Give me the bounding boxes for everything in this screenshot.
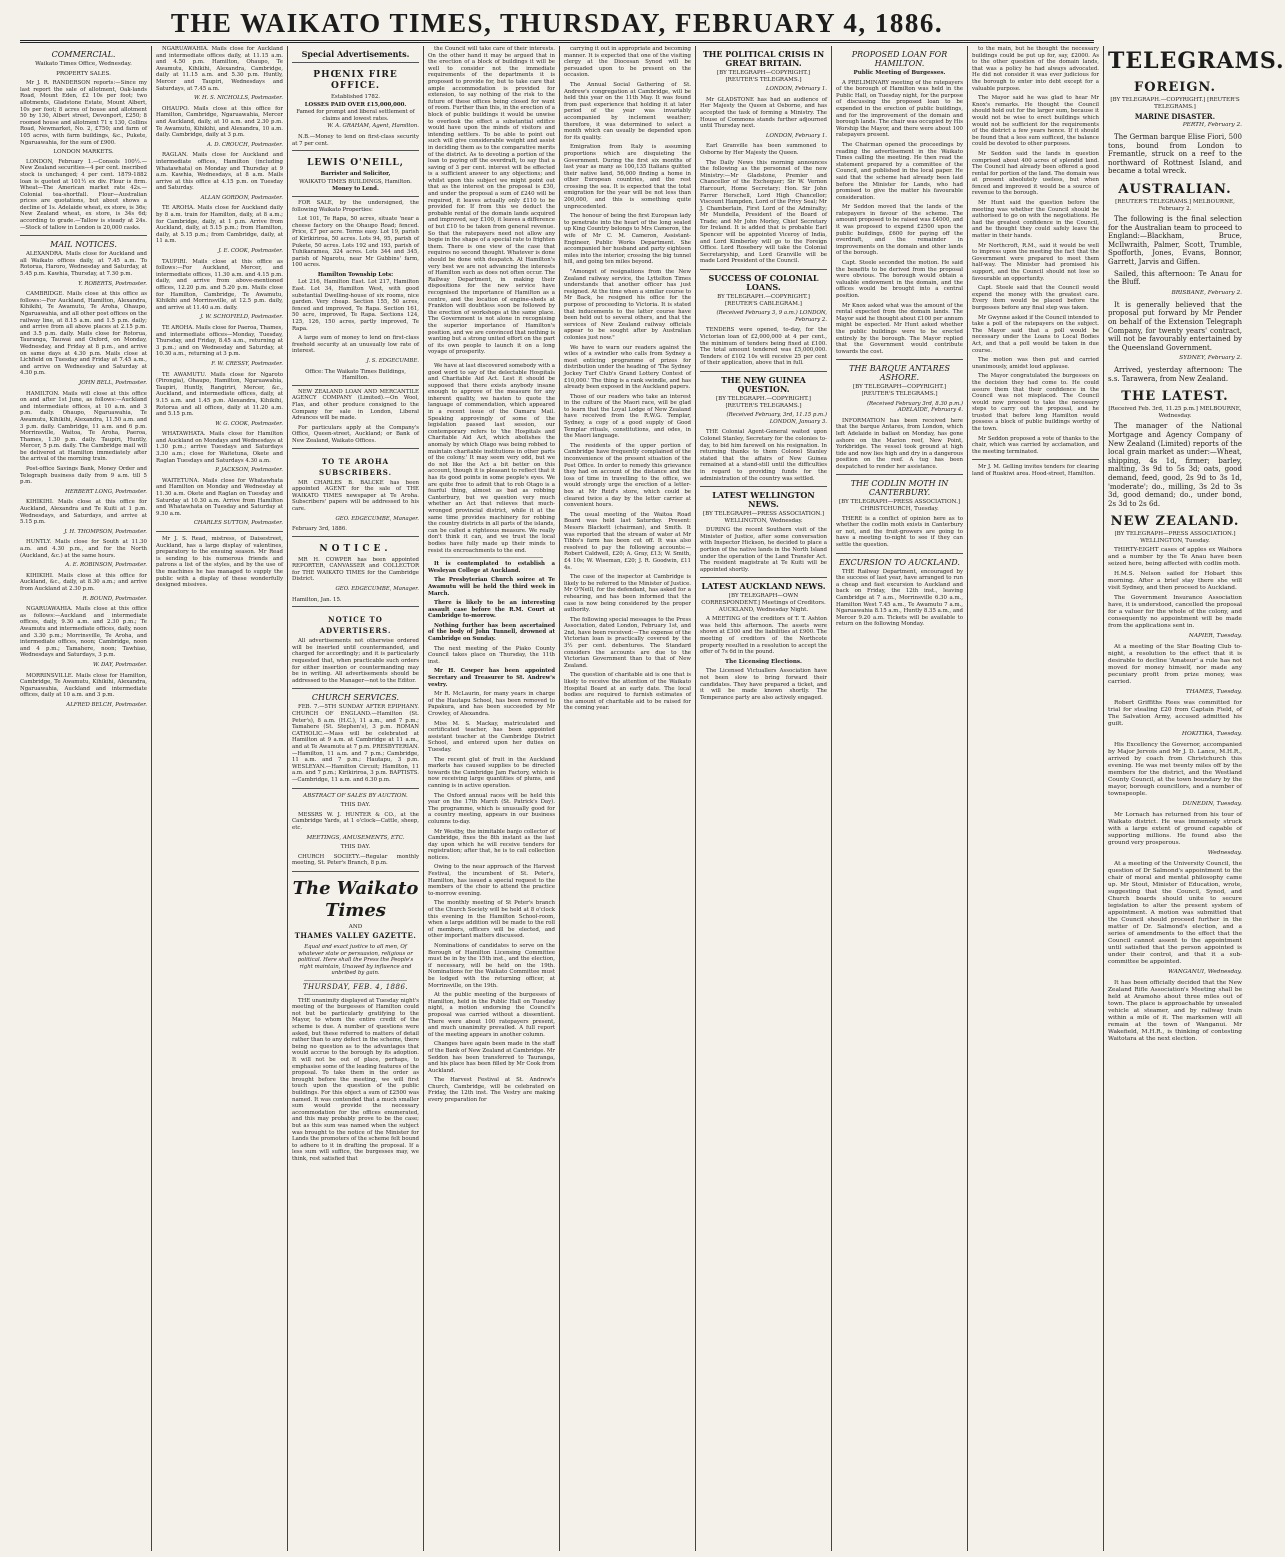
mail-paragraph: Post-office Savings Bank, Money Order and Telegraph business daily from 9 a.m. till 5 p.m. (20, 466, 147, 486)
newspaper-columns (16, 46, 1285, 1551)
foreign-subheading: [BY TELEGRAPH.—COPYRIGHT.] [REUTER'S TELEGRAMS.] (1110, 97, 1240, 110)
news-item: At the public meeting of the burgesses of Hamilton, held in the Public Hall on Tuesday night, a motion endorsing the Council's proposal was carried without a dissentient. There were about 100 ratepayers present, and much unanimity prevailed. A full report of the meeting appears in another column. (428, 992, 555, 1038)
property-paragraph: Mr J. R. RANDERSON reports:—Since my last report the sale of allotment, Oak-lands Road, Mount Eden, £2 10s per foot; two allotments, Gladstone Estate, Mount Albert, 10s per foot; 8 acres of house and allotment 50 by 130, Albert street, Devonport, £250; 8 roomed house and allotment 71 x 130, Collins Road, Newmarket, No. 2, £750; and farm of 105 acres, with farm buildings, &c., Pukete, Ngaruawahia, for the sum of £900. (20, 80, 147, 146)
mail-signature: P. JACKSON, Postmaster. (215, 467, 283, 474)
news-item: The monthly meeting of St Peter's branch of the Church Society will be held at 8 o'clock this evening in the Hamilton School-room, when a large addition will be made to the roll of members, officers will be elected, and other important matters discussed. (428, 900, 555, 940)
london-heading: LONDON MARKETS. (53, 149, 114, 156)
news-item: Emigration from Italy is assuming proportions which are disquieting the Government. During the first six months of last year as many as 100,135 Italians quitted their native land, 56,000 finding a home in other European countries, and the rest crossing the sea. It is expected that the total emigration for the year will be not less than 200,000, and this is something quite unprecedented. (564, 144, 691, 210)
mail-signature: W. G. COOK, Postmaster. (215, 420, 283, 427)
political-subheading: [BY TELEGRAPH—COPYRIGHT.] [REUTER'S TELEGRAMS.] (716, 70, 811, 83)
news-item: Those of our readers who take an interest in the culture of the Maori race, will be glad to learn that the Loyal Lodge of New Zealand have received from the R.W.G. Templar, Sydney, a copy of a good supply of Good Templar rituals, constitutions, and odes, in the Maori language. (564, 393, 691, 440)
tender-notice: Mr J. M. Gelling invites tenders for clearing land of Ruakiwi area. Hood-street, Hamilton. (972, 464, 1099, 478)
mail-paragraph: RAGLAN. Mails close for Auckland and intermediate offices, Hamilton (including Whatawhata) on Monday and Thursday at 9 a.m. Kawhia, Wednesdays, at 8 a.m. Mails arrive at this office at 4.15 p.m. on Tuesday and Saturday. (156, 152, 283, 192)
column-9 (1104, 46, 1285, 1551)
divider (700, 269, 827, 270)
church-text: FEB. 7.—5TH SUNDAY AFTER EPIPHANY. CHURCH OF ENGLAND.—Hamilton (St. Peter's), 8 a.m. (H.C.), 11 a.m., and 7 p.m.; Tamahere (St. Stephen's), 3 p.m. ROMAN CATHOLIC.—Mass will be celebrated at Hamilton at 9 a.m. at Cambridge at 11 a.m., and at Te Awamutu at 7 p.m. PRESBYTERIAN.—Hamilton, 11 a.m. and 7 p.m.; Cambridge, 11 a.m. and 7 p.m.; Hautapu, 3 p.m. WESLEYAN.—Hamilton Circuit; Hamilton, 11 a.m. and 7 p.m.; Kirikiriroa, 3 p.m. BAPTISTS.—Cambridge, 11 a.m. and 6.30 p.m. (292, 704, 419, 783)
aroha-title: TO TE AROHA SUBSCRIBERS. (318, 456, 393, 477)
forsale-ad (292, 196, 419, 382)
mail-paragraph: TE AWAMUTU. Mails close for Ngaroto (Pirongia), Ohaupo, Hamilton, Ngaruawahia, Taupiri, Huntly, Rangiriri, Mercer, &c., Auckland, and intermediate offices, daily, at 9.15 a.m. and 1.45 p.m. Alexandra, Kihikihi, Rotorua and all offices, daily at 11.20 a.m. and 5.15 p.m. (156, 371, 283, 418)
meetings-date: THIS DAY. (340, 844, 371, 851)
divider (304, 994, 407, 995)
divider (700, 486, 827, 487)
political-heading: THE POLITICAL CRISIS IN GREAT BRITAIN. (702, 49, 825, 68)
phoenix-ad (292, 62, 419, 147)
phoenix-note: N.B.—Money to lend on first-class security at 7 per cent. (292, 133, 419, 147)
mail-paragraph: CAMBRIDGE. Mails close at this office as follows:—For Auckland, Hamilton, Alexandra, Kihikihi, Te Awamutu, Te Aroha, Ohaupo, Ngaruawahia, and all other post offices on the railway line, at 8.15 a.m. and 1.5 p.m. daily; and arrive from all above places at 2.15 p.m. and 3.5 p.m. daily. Mails close for Rotorua, Tauranga, Tauwai and Oxford, on Monday, Wednesday, and Friday at 8 p.m., and arrive on same days at 4.30 p.m. Mails close at Lichfield on Tuesday and Friday at 7.45 a.m., and arrive on Wednesday and Saturday at 4.30 p.m. (20, 291, 147, 377)
loan-paragraph: Capt. Steele seconded the motion. He said the benefits to be derived from the proposal were obvious. The borough would obtain a valuable endowment in the domain, and the offices would be brought into a central position. (836, 260, 963, 299)
mail-signature: Y. ROBERTS, Postmaster. (78, 280, 147, 287)
mail-paragraph: WAITETUNA. Mails close for Whatawhata and Hamilton on Monday and Wednesday at 11.30 a.m. Okete and Raglan on Tuesday and Saturday at 10.30 a.m. Arrive from Hamilton and Whatawhata on Tuesday and Saturday at 9.30 a.m. (156, 477, 283, 517)
licensing-paragraph: The Licensed Victuallers Association have not been slow to bring forward their candidates. They have prepared a ticket, and it will be made known shortly. The Temperance party are also actively engaged. (700, 668, 827, 701)
marine-paragraph: The German barque Elise Fiori, 500 tons, bound from London to Fremantle, struck on a reef to the northward of Rottnest Island, and became a total wreck. (1108, 133, 1242, 176)
phoenix-losses: LOSSES PAID OVER £15,000,000. (304, 101, 407, 108)
barque-paragraph: INFORMATION has been received here that the barque Antares, from London, which left Adelaide in ballast on Monday, has gone ashore on the Marion reef, New Point, Yorkbridge. The vessel took ground at high tide and now lies high and dry in a dangerous position on the reef. A tug has been despatched to render her assistance. (836, 417, 963, 470)
news-item: It is contemplated to establish a Wesleyan College at Auckland. (428, 561, 555, 574)
township-items: Lot 216, Hamilton East. Lot 217, Hamilton East. Lot 34, Hamilton West, with good substantial Dwelling-house of six rooms, nice garden. Very cheap. Section 155, 50 acres, fenced and improved, Te Rapa. Section 161, 50 acre, improved, Te Rapa. Sections 124, 125, 126, 150 acres, partly improved, Te Rapa. (292, 279, 419, 332)
column-1 (16, 46, 152, 1551)
wellington-heading: LATEST WELLINGTON NEWS. (712, 490, 815, 510)
marine-heading: MARINE DISASTER. (1134, 112, 1216, 121)
nz-paragraph: It has been officially decided that the New Zealand Rifle Association's Meeting shall be held at Aramoho about three miles out of town. The place is approachable by unsealed vehicle at steamer, and by railway train within a mile of it. The marksmen will all remain at the town of Wanganui. Mr Wakefield, M.H.R., is thinking of contesting Waitotara at the next election. (1108, 980, 1242, 1043)
divider (304, 980, 407, 981)
property-heading: PROPERTY SALES. (56, 70, 111, 77)
australian-paragraph: It is generally believed that the proposal put forward by Mr Pender on behalf of the Extension Telegraph Company, for twenty years' contract, will not be favourably entertained by the Queensland Government. (1108, 300, 1242, 352)
divider (292, 788, 419, 789)
news-item: "Amongst of resignations from the New Zealand railway service, the Lyttelton Times understands that another officer has just resigned. At the time when a similar course to Mr Back, he resigned his office for the purpose of proceeding to Victoria. It is stated that inducements to the latter course have been held out to several others, and that the services of New Zealand railway officials appear to be sought after by Australian colonies just now." (564, 269, 691, 341)
oneill-profession: Barrister and Solicitor, (320, 171, 391, 178)
loan-paragraph: The Chairman opened the proceedings by reading the advertisement in the Waikato Times calling the meeting. He then read the statement prepared by a committee of the Council, and published in the local paper. He said that the scheme had already been laid before the Minister for Lands, who had promised to give the matter his favourable consideration. (836, 141, 963, 201)
wellington-subheading: [BY TELEGRAPH—PRESS ASSOCIATION.] WELLINGTON, Wednesday. (702, 511, 825, 524)
news-item: Miss M. S. Mackay, matriculated and certificated teacher, has been appointed assistant teacher at the Cambridge District School, and entered upon her duties on Tuesday. (428, 720, 555, 753)
forsale-office: Office: The Waikato Times Buildings, Hamilton. (305, 368, 406, 382)
australian-paragraph: Arrived, yesterday afternoon: The s.s. Tarawera, from New Zealand. (1108, 366, 1242, 383)
aroha-text: MR CHARLES B. BALCKE has been appointed AGENT for the sale of THE WAIKATO TIMES newspaper at Te Aroha. Subscribers' papers will be addressed to his care. (292, 479, 419, 512)
news-item: The case of the inspector at Cambridge is likely to be referred to the Minister of Justice. Mr O'Neill, for the defendant, has asked for a rehearing, and has been informed that the case is now being considered by the proper authority. (564, 574, 691, 614)
nz-paragraph: His Excellency the Governor, accompanied by Major Jervois and Mr J. D. Lance, M.H.R., arrived by coach from Christchurch this evening. He was met twenty miles off by the members for the district, and the Westland County Council, at the town boundary by the mayor, borough councillors, and a number of townspeople. (1108, 742, 1242, 798)
guinea-dateline: (Received February, 3rd, 11.15 p.m.) LONDON, January 3. (726, 412, 827, 425)
mail-signature: F. W. CRESSY, Postmaster. (211, 360, 283, 367)
news-item: Owing to the near approach of the Harvest Festival, the incumbent of St. Peter's, Hamilton, has issued a special request to the members of the choir to attend the practice to-morrow evening. (428, 864, 555, 897)
excursion-paragraph: THE Railway Department, encouraged by the success of last year, have arranged to run a cheap and fast excursion to Auckland and back on Friday, the 12th inst., leaving Cambridge at 7 a.m., Morrinsville 6.30 a.m., Hamilton West 7.45 a.m., Te Awamutu 7 a.m., Ngaruawahia 8.15 a.m., Huntly 8.35 a.m., and Mercer 9.20 a.m. Tickets will be available to return on the following Monday. (836, 568, 963, 628)
mail-signature: A. E. ROBINSON, Postmaster. (65, 562, 147, 569)
divider (292, 688, 419, 689)
divider (972, 459, 1099, 460)
mail-signature: ALLAN GORDON, Postmaster. (200, 194, 283, 201)
australian-heading: AUSTRALIAN. (1118, 181, 1232, 197)
forsale-note: A large sum of money to lend on first-class freehold security at an unusually low rate of interest. (292, 335, 419, 355)
loan-paragraph: The Mayor said he was glad to hear Mr Knox's remarks. He thought the Council should hold out for the larger sum, because it would not be wise to erect buildings which would not be sufficient for the requirements of the district a few years hence. If it should be found that a less sum sufficed, the balance could be devoted to other purposes. (972, 95, 1099, 148)
loan-paragraph: Mr Seddon said the lands in question comprised about 400 acres of splendid land. The Council had already been offered a good rental for portion of the land. The domain was at present absolutely useless, but when fenced and improved it would be a source of revenue to the borough. (972, 150, 1099, 197)
guinea-paragraph: THE Colonial Agent-General waited upon Colonel Stanley, Secretary for the colonies to-day, to bid him farewell on his resignation. In returning thanks to them Colonel Stanley stated that the affairs of New Guinea remained at a stand-still until the difficulties in regard to providing funds for the administration of the country was settled. (700, 429, 827, 482)
notice-ad (292, 536, 419, 604)
mail-paragraph: HAMILTON. Mails will close at this office on and after 1st June, as follows:—Auckland and intermediate offices, at 10 a.m. and 3 p.m. daily. Ohaupo, Ngaruawahia, Te Awamutu, Kihikihi, Alexandra, 11.50 a.m. and 3 p.m. daily. Cambridge, 11 a.m. and 6 p.m. Morrinsville, Waitoa, Te Aroha, Paeroa, Thames, 1.30 p.m. daily. Taupiri, Huntly, Mercer, 5 p.m. daily. The Cambridge mail will be delivered at Hamilton immediately after the arrival of the morning train. (20, 390, 147, 463)
divider (700, 577, 827, 578)
divider (700, 371, 827, 372)
mail-paragraph: KIHIKIHI. Mails close at this office for Auckland, &c., daily, at 8.30 a.m.; and arrive from Auckland at 2.30 p.m. (20, 572, 147, 592)
auckland-paragraph: A MEETING of the creditors of T. T. Ashton was held this afternoon. The assets were shown at £300 and the liabilities at £900. The meeting of creditors of the Northcote property resulted in a resolution to accept the offer of 7s 6d in the pound. (700, 616, 827, 656)
masthead (20, 6, 1094, 43)
commercial-subheading: Waikato Times Office, Wednesday. (35, 61, 132, 67)
mail-signature: J. E. COOK, Postmaster. (218, 248, 283, 255)
oneill-money: Money to Lend. (332, 186, 379, 193)
mail-paragraph: NGARUAWAHIA. Mails close for Auckland and intermediate offices daily, at 11.15 a.m. and 4.50 p.m. Hamilton, Ohaupo, Te Awamutu, Kihikihi, Alexandra, Cambridge, daily at 11.15 a.m. and 5.30 p.m. Huntly, Mercer and Taupiri, Wednesdays and Saturdays, at 7.45 a.m. (156, 46, 283, 92)
nz-paragraph: THIRTY-EIGHT cases of apples ex Waihora and a number by the Te Anau have been seized here, being affected with codlin moth. (1108, 547, 1242, 568)
nz-heading: NEW ZEALAND. (1110, 514, 1240, 530)
divider (156, 531, 283, 532)
news-item: The question of charitable aid is one that is likely to receive the attention of the Waikato Hospital Board at an early date. The local bodies are required to furnish estimates of the amount of charitable aid to be raised for the coming year. (564, 672, 691, 712)
loan-paragraph: The Mayor congratulated the burgesses on the decision they had come to. He could assure them that their confidence in the Council was not misplaced. The Council would now proceed to take the necessary steps to carry out the proposal, and he trusted that before long Hamilton would possess a block of public buildings worthy of the town. (972, 373, 1099, 433)
news-item: The honour of being the first European lady to penetrate into the heart of the long sealed up King Country belongs to Mrs Cameron, the wife of Mr C. M. Cameron, Assistant-Engineer, Public Works Department. She accompanied her husband and party eighteen miles into the interior, crossing the big tunnel hill, and going ten miles beyond. (564, 213, 691, 266)
loans-paragraph: TENDERS were opened, to-day, for the Victorian loan of £2,000,000 at 4 per cent., the minimum of tenders being fixed at £100. The total amount tendered was £5,000,000. Tenders of £102 10s will receive 25 per cent of their application, above that in full. (700, 327, 827, 367)
abstract-date: THIS DAY. (340, 802, 371, 809)
nz-dateline: HOKITIKA, Tuesday. (1181, 731, 1242, 738)
nz-dateline: DUNEDIN, Tuesday. (1182, 801, 1242, 808)
loans-heading: SUCCESS OF COLONIAL LOANS. (708, 273, 819, 293)
aroha-ad (292, 448, 419, 533)
barque-dateline: (Received February 3rd, 8.30 p.m.) ADELAIDE, February 4. (866, 400, 963, 414)
divider (440, 359, 543, 360)
abstract-text: MESSRS W. J. HUNTER & CO., at the Cambridge Yards, at 1 o'clock—Cattle, sheep, etc. (292, 811, 419, 831)
news-item: The recent glut of fruit in the Auckland markets has caused supplies to be directed towards the Cambridge Jam Factory, which is now receiving large quantities of plums, and canning is in active operation. (428, 756, 555, 789)
mail-paragraph: WHATAWHATA. Mails close for Hamilton and Auckland on Mondays and Wednesdays at 1.30 p.m.; arrive Tuesdays and Saturdays 3.30 a.m.; close for Waitetuna, Okete and Raglan Tuesdays and Saturdays 4.30 a.m. (156, 431, 283, 464)
latest-heading: THE LATEST. (1121, 389, 1229, 405)
forsale-intro: FOR SALE, by the undersigned, the following Waikato Properties: (292, 199, 419, 213)
barque-subheading: [BY TELEGRAPH—COPYRIGHT.] [REUTER'S TELEGRAMS.] (852, 384, 947, 397)
australian-dateline: BRISBANE, February 2. (1171, 289, 1242, 296)
commercial-heading: COMMERCIAL. (51, 50, 116, 59)
column-6 (696, 46, 832, 1551)
telegrams-title: TELEGRAMS. (1108, 48, 1285, 74)
political-paragraph: Mr GLADSTONE has had an audience of Her Majesty the Queen at Osborne, and has accepted the task of forming a Ministry. The House of Commons stands further adjourned until Thursday next. (700, 96, 827, 130)
mail-signature: A. D. CROUCH, Postmaster. (206, 141, 283, 148)
nz-paragraph: Robert Griffiths Rees was committed for trial for stealing £20 from Captain Field, of The Salvation Army, accused admitted his guilt. (1108, 700, 1242, 728)
valentines-paragraph: Mr J. S. Read, mistress, of Daisestreet, Auckland, has a large display of valentines, preparatory to the ensuing season. Mr Read is sending to his numerous friends and patrons a list of the styles, and by the use of the machines he has managed to supply the public with a display of these wonderfully designed missives. (156, 536, 283, 589)
news-item: Mr H. Cowper has been appointed Secretary and Treasurer to St. Andrew's vestry. (428, 668, 555, 688)
divider (292, 871, 419, 872)
advertisers-text: All advertisements not otherwise ordered will be inserted until countermanded, and charged for accordingly; and it is particularly requested that, when practicable such orders for either insertion or countermanding may be in writing. All advertisements should be addressed to the Manager—not to the Editor. (292, 638, 419, 684)
loan-paragraph: Mr Knox asked what was the amount of the rental expected from the domain lands. The Mayor said he thought about £100 per annum might be expected. Mr Hunt asked whether the public buildings were to be erected entirely by the borough. The Mayor replied that the Government would contribute towards the cost. (836, 302, 963, 355)
loan-paragraph: The motion was then put and carried unanimously, amidst loud applause. (972, 357, 1099, 370)
nz-dateline: Wednesday. (1207, 850, 1242, 857)
column-3 (288, 46, 424, 1551)
phoenix-agent: W. A. GRAHAM, Agent, Hamilton. (327, 123, 419, 130)
australian-paragraph: Sailed, this afternoon: Te Anau for the Bluff. (1108, 269, 1242, 287)
australian-dateline: SYDNEY, February 2. (1179, 355, 1242, 362)
divider (20, 235, 147, 236)
codlin-subheading: [BY TELEGRAPH—PRESS ASSOCIATION.] CHRISTCHURCH, Tuesday. (838, 499, 961, 513)
mail-signature: J. H. THOMPSON, Postmaster. (64, 528, 147, 535)
advertisers-notice (292, 606, 419, 684)
nzloan-ad (292, 385, 419, 445)
loan-paragraph: Capt. Steele said that the Council would expend the money with the greatest care. Every item would be placed before the burgesses before any final step was taken. (972, 285, 1099, 311)
barque-heading: THE BARQUE ANTARES ASHORE. (849, 364, 950, 383)
nz-dateline: THAMES, Tuesday. (1185, 689, 1242, 696)
township-heading: Hamilton Township Lots: (317, 271, 394, 278)
paper-flag-title: The Waikato Times (292, 877, 419, 921)
mail-paragraph: NGARUAWAHIA. Mails close at this office as follows:—Auckland and intermediate offices, daily, 9.30 a.m. and 2.30 p.m.; Te Awamutu and intermediate offices, daily, noon and 3.30 p.m.; Morrinsville, Te Aroha, and intermediate offices, noon; Cambridge, noon and 4 p.m.; Tamahere, noon; Tawhiao, Wednesdays and Saturdays, 3 p.m. (20, 606, 147, 659)
political-paragraph: Earl Granville has been summoned to Osborne by Her Majesty the Queen. (700, 143, 827, 156)
auckland-heading: LATEST AUCKLAND NEWS. (701, 581, 826, 592)
column-2 (152, 46, 288, 1551)
news-item: The usual meeting of the Waitoa Road Board was held last Saturday. Present: Messrs Blackett (chairman), and Smith. It was reported that the stream of water at Mr Tibbs's farm has been cut off. It was also resolved to pay the following accounts:—Robert Caldwell, £20; A. Gray, £13; W. Smith, £4 10s; W. Wiseman, £20; J. R. Goodwin, £11 4s. (564, 511, 691, 571)
aroha-signature: GEO. EDGECUMBE, Manager. (335, 515, 419, 522)
column-8 (968, 46, 1104, 1551)
phoenix-established: Established 1782. (330, 94, 380, 100)
divider (836, 359, 963, 360)
loan-paragraph: to the main, but he thought the necessary buildings could be put up for, say, £2000. As to the other question of the domain lands, that was a policy he had always advocated. He did not consider it was ever judicious for the borough to enter into debt except for a valuable purpose. (972, 46, 1099, 92)
mail-signature: ALFRED BELCH, Postmaster. (66, 701, 147, 708)
meetings-heading: MEETINGS, AMUSEMENTS, ETC. (306, 834, 405, 841)
loan-paragraph: Mr Gwynne asked if the Council intended to take a poll of the ratepayers on the subject. The Mayor said that a poll would be necessary under the Loans to Local Bodies Act, and that a poll would be taken in due course. (972, 314, 1099, 354)
political-dateline: LONDON, February 1. (765, 132, 827, 139)
leader-paragraph: THE unanimity displayed at Tuesday night's meeting of the burgesses of Hamilton could not but be particularly gratifying to the Mayor, to whom the entire credit of the scheme is due. A number of questions were asked, but these referred to matters of detail rather than to any defect in the scheme, there being no question as to the advantages that would accrue to the borough by its adoption. It will not be out of place, perhaps, to emphasise some of the leading features of the proposal. To take them in the order as brought before the meeting, we will first touch upon the question of the public buildings. For this object a sum of £2500 was named. It was contended that a much smaller sum would provide the necessary accommodation for the offices enumerated, and this may probably prove to be the case; but as this sum was named when the subject was brought to the notice of the Minister for Lands the promoters of the scheme felt bound to adhere to it in drafting the proposal. If a less sum will suffice, the burgesses may, we think, rest satisfied that (292, 997, 419, 1162)
news-item: carrying it out in appropriate and becoming manner. It is expected that one of the visiting clergy at the Diocesan Synod will be persuaded upon to be present on the occasion. (564, 46, 691, 79)
nz-paragraph: Mr Lornach has returned from his tour of Waikato district. He was immensely struck with a large extent of ground capable of supporting millions. He found also the ground very prosperous. (1108, 812, 1242, 847)
oneill-address: WAIKATO TIMES BUILDINGS, Hamilton. (299, 178, 412, 185)
codlin-heading: THE CODLIN MOTH IN CANTERBURY. (850, 479, 949, 498)
notice-text: MR H. COWPER has been appointed REPORTER, CANVASSER and COLLECTOR for THE WAIKATO TIMES for the Cambridge District. (292, 556, 419, 583)
news-item: Changes have again been made in the staff of the Bank of New Zealand at Cambridge. Mr Seddon has been transferred to Tauranga, and his place has been filled by Mr Cook from Auckland. (428, 1041, 555, 1074)
news-item: The Harvest Festival at St. Andrew's Church, Cambridge, will be celebrated on Friday, the 12th inst. The Vestry are making every preparation for (428, 1077, 555, 1104)
mail-paragraph: TE AROHA. Mails close for Auckland daily by 8 a.m. train for Hamilton, daily, at 8 a.m.; for Cambridge, daily, at 1 p.m. Arrive from Auckland, daily, at 5.15 p.m.; from Hamilton, daily, at 5.15 p.m.; from Cambridge, daily, at 11 a.m. (156, 205, 283, 245)
news-item: The Presbyterian Church soiree at Te Awamutu will be held the third week in March. (428, 577, 555, 597)
masthead-title: THE WAIKATO TIMES, THURSDAY, FEBRUARY 4, 1886. (170, 8, 944, 38)
mail-paragraph: KIHIKIHI. Mails close at this office for Auckland, Alexandra and Te Kuiti at 1 p.m. Wednesdays, and Saturdays, and arrive at 5.15 p.m. (20, 499, 147, 526)
mail-heading: MAIL NOTICES. (50, 240, 117, 250)
latest-paragraph: The manager of the National Mortgage and Agency Company of New Zealand (Limited) reports of the local grain market as under:—Wheat, shipping, 4s 1d, firmer; barley, malting, 3s 9d to 5s 3d; oats, good demand, feed, good, 2s 9d to 3s 1d, 'moderate'; do., milling, 3s 2d to 3s 3d, good demand; do., under bond, 2s 3d to 2s 6d. (1108, 422, 1242, 508)
special-ads-heading: Special Advertisements. (301, 49, 410, 59)
excursion-heading: EXCURSION TO AUCKLAND. (839, 557, 960, 567)
news-item: There is likely to be an interesting assault case before the R.M. Court at Cambridge to-morrow. (428, 600, 555, 620)
news-item: Mr R. McLaurin, for many years in charge of the Hautapu School, has been removed to Papakura, and has been succeeded by Mr Crowley, of Alexandra. (428, 691, 555, 717)
nz-paragraph: At a meeting of the Star Boating Club to-night, a resolution to the effect that it is desirable to decline 'Amateur' a rule has not moved for money himself, nor made any pecuniary profit from prize money, was carried. (1108, 644, 1242, 686)
paper-flag-subtitle: THAMES VALLEY GAZETTE. (294, 931, 417, 941)
nz-dateline: NAPIER, Tuesday. (1188, 633, 1242, 640)
abstract-heading: ABSTRACT OF SALES BY AUCTION. (303, 792, 408, 799)
news-item: The Oxford annual races will be held this year on the 17th March (St. Patrick's Day). The programme, which is unusually good for a country meeting, appears in our business columns to-day. (428, 792, 555, 825)
mail-paragraph: TAUPIRI. Mails close at this office as follows:—For Auckland, Mercer, and intermediate offices, 11.30 a.m. and 4.15 p.m. daily, and arrive from above-mentioned offices, 12.20 p.m. and 5.20 p.m. Mails close for Hamilton, Cambridge, Te Awamutu, Kihikihi and Morrinsville, at 12.5 p.m. daily, and arrive at 11.40 a.m. daily. (156, 258, 283, 311)
news-item: The Annual Social Gathering of St. Andrew's congregation at Cambridge, will be held this year on the 11th May. It was found from past experience that holding it at later period of the year was invariably accompanied by inclement weather; therefore, it was determined to select a month which can usually be depended upon for its quality. (564, 81, 691, 141)
nz-dateline: WANGANUI, Wednesday. (1168, 969, 1242, 976)
meetings-text: CHURCH SOCIETY.—Regular monthly meeting, St. Peter's Branch, 8 p.m. (292, 853, 419, 867)
forsale-agent: J. S. EDGECUMBE. (366, 358, 419, 364)
forsale-items: Lot 101, Te Rapa, 50 acres, situate 'near a cheese factory on the Ohaupo Road; fenced. Price, £7 per acre. Terms easy. Lot 19, parish of Kirikiriroa, 50 acres. Lots 94, 95, parish of Pukete, 50 acres. Lots 192 and 193, parish of Tuhikaramea, 324 acres. Lots 344 and 345, parish of Ngarotu, near Mr Gubbins' farm, 100 acres. (292, 216, 419, 269)
nz-paragraph: At a meeting of the University Council, the question of Dr Salmond's appointment to the chair of moral and mental philosophy came up. Mr Stout, Minister of Education, wrote, suggesting that the Council, Synod, and Church boards should unite to secure legislation to alter the present system of appointment. A motion was submitted that the Council should proceed further in the matter of Dr. Salmond's election, and a series of amendments to the effect that the Council cannot assent to the appointment until satisfied that the person appointed is under their control, and that it a sub-committee be appointed. (1108, 861, 1242, 966)
leader-paragraph: the Council will take care of their interests. On the other hand it may be argued that in the erection of a block of buildings it will be well to consider not the immediate requirements of the departments it is proposed to provide for, but to take care that ample accommodation is provided for extension, to say nothing of the risk to the future of these offices being closed for want of room. Further than this, in the erection of a block of public buildings it would be unwise to overlook the effect a substantial edifice would have upon the minds of visitors and intending settlers. To be able to point out such will give considerable weight and assist in deciding them as to the comparative merits of the district. As to devoting a portion of the loan to paying off the overdraft, to say that a saving of 3 per cent. interest will be effected is a sufficient answer to any objections; and whilst upon this subject we might point out that as the interest on the proposal is £30, and under the proposal a sum of £240 will be required, it leaves actually only £110 to be provided for. If from this we deduct the probable rental of the domain lands acquired and improved, say £100, it leaves a difference of but £10 to be taken from general revenue. So that the ratepayers need not allow any bogie in the shape of a special rate to frighten them. There is one view of the case that requires no second thought. Whatever is done should be done with despatch. At Hamilton's very best we are not advancing the interests of Hamilton such as does not often occur. The Railway Department, in making their dispositions for the new service have recognised the importance of Hamilton as a centre, and the location of engine-sheds at Frankton will doubtless soon be followed by the erection of workshops at the same place. The Government is not alone in recognising the superior importance of Hamilton's position, and we are convinced that nothing is wanting but a strong united effort on the part of its own people to launch it on a long voyage of prosperity. (428, 46, 555, 356)
loans-subheading: BY TELEGRAPH.—COPYRIGHT.] [REUTER'S CABLEGRAM.] (717, 294, 810, 307)
divider (836, 553, 963, 554)
loan-paragraph: Mr Hunt said the question before the meeting was whether the Council should be authorised to go on with the negotiations. He had the greatest confidence in the Council, and he thought they could safely leave the matter in their hands. (972, 200, 1099, 240)
mail-paragraph: ALEXANDRA. Mails close for Auckland and all Waikato offices daily, at 7.45 a.m. To Rotorua, Haroro, Wednesday and Saturday, at 5.45 p.m. Kawhia, Thursday, at 7.30 p.m. (20, 251, 147, 278)
loan-paragraph: Mr Northcroft, R.M., said it would be well to impress upon the meeting the fact that the Government were prepared to meet them half-way. The Minister had promised his support, and the Council should not lose so favourable an opportunity. (972, 242, 1099, 282)
phoenix-title: PHŒNIX FIRE OFFICE. (313, 70, 398, 91)
guinea-heading: THE NEW GUINEA QUESTION. (721, 374, 806, 394)
oneill-ad (292, 150, 419, 193)
nzloan-text-2: For particulars apply at the Company's Office, Queen-street, Auckland; or Bank of New Zealand, Waikato Offices. (292, 424, 419, 444)
auckland-subheading: [BY TELEGRAPH—OWN CORRESPONDENT.] Meetings of Creditors. AUCKLAND, Wednesday Night. (701, 593, 826, 613)
loan-paragraph: A PRELIMINARY meeting of the ratepayers of the borough of Hamilton was held in the Public Hall, on Tuesday night, for the purpose of discussing the proposed loan to be expended in the erection of public buildings, and for the improvement of the domain and borough lands. The chair was occupied by His Worship the Mayor, and there were about 100 ratepayers present. (836, 79, 963, 139)
oneill-title: LEWIS O'NEILL, (307, 158, 404, 169)
foreign-heading: FOREIGN. (1133, 80, 1217, 95)
divider (836, 474, 963, 475)
news-item: Nothing further has been ascertained of the body of John Tunnell, drowned at Cambridge on Sunday. (428, 622, 555, 643)
mail-paragraph: TE AROHA. Mails close for Paeroa, Thames, and intermediate offices—Monday, Tuesday, Thursday, and Friday, 8.45 a.m., returning at 3 p.m.; and on Wednesday and Saturday, at 10.30 a.m., returning at 3 p.m. (156, 324, 283, 358)
phoenix-text: Famed for prompt and liberal settlement of claims and lowest rates. (296, 109, 415, 122)
loan-heading: PROPOSED LOAN FOR HAMILTON. (851, 50, 948, 68)
notice-title: NOTICE. (319, 543, 392, 554)
leader-paragraph: We have at last discovered somebody with a good word to say of the delectable Hospitals and Charitable Aid Act. Lest it should be supposed that there exists anybody insane enough to approve of the measure for any inherent quality, we hasten to quote the language of commendation, which appeared in a recent issue of the Oamaru Mail. Speaking approvingly of some of the legislation passed last session, our contemporary refers to 'the Hospitals and Charitable Aid Act, which abolishes the anomaly by which Otago was being robbed to maintain charitable institutions in other parts of the colony.' It may seem very odd, but we do not like the Act a bit better on this account, though it is pleasant to reflect that it has its good points in some people's eyes. We are quite free to admit that to rob Otago is a fearful thing, almost as bad as robbing Canterbury, but we question very much whether an Act that relieves that much-wronged provincial district, while it at the same time provides machinery for robbing the country districts in all parts of the islands, can be called a righteous measure. We really don't think it can, and we trust the local bodies have fully made up their minds to resist its encroachments to the end. (428, 362, 555, 554)
nzloan-text: NEW ZEALAND LOAN AND MERCANTILE AGENCY COMPANY (Limited).—On Wool, Flax, and other produce consigned to the Company for sale in London, Liberal Advances will be made. (292, 388, 419, 422)
mail-signature: JOHN BELL, Postmaster. (79, 379, 147, 386)
licensing-heading: The Licensing Elections. (725, 658, 802, 665)
divider (440, 557, 543, 558)
nz-paragraph: The Government Insurance Association have, it is understood, cancelled the proposal for a valuer for the whole of the colony, and consequently no appointment will be made from the applications sent in. (1108, 595, 1242, 630)
australian-paragraph: The following is the final selection for the Australian team to proceed to England:—Blackham, Bruce, McIlwraith, Palmer, Scott, Trumble, Spofforth, Jones, Evans, Bonnor, Garrett, Jarvis and Giffen. (1108, 214, 1242, 266)
news-item: We have to warn our readers against the wiles of a swindler who calls from Sydney a most enticing programme of prizes for distribution under the heading of 'The Sydney Jockey Turf Club's Grand Lottery Contest of £10,000.' The thing is a rank swindle, and has already been exposed in the Auckland papers. (564, 344, 691, 391)
latest-subheading: [Received Feb. 3rd, 11.25 p.m.] MELBOURNE, Wednesday. (1108, 406, 1242, 420)
mail-signature: CHARLES SUTTON, Postmaster. (193, 520, 283, 527)
mail-paragraph: OHAUPO. Mails close at this office for Hamilton, Cambridge, Ngaruawahia, Mercer and Auckland, daily, at 10 a.m. and 2.30 p.m. Te Awamutu, Kihikihi, and Alexandra, 10 a.m. daily. Cambridge, daily at 3 p.m. (156, 105, 283, 139)
nz-subheading: [BY TELEGRAPH—PRESS ASSOCIATION.] WELLINGTON, Tuesday. (1114, 531, 1236, 545)
mail-signature: W. DAY, Postmaster. (92, 661, 147, 668)
news-item: The following special messages to the Press Association, dated London, February 1st, and 2nd, have been received:—The expense of the Victorian loan is practically covered by the 3½ per cent. debentures. The Standard considers the accounts are due to the Victorian Government than to that of New Zealand. (564, 616, 691, 669)
notice-date: Hamilton, Jan. 15. (292, 596, 342, 603)
nz-paragraph: H.M.S. Nelson sailed for Hobart this morning. After a brief stay there she will visit Sydney, and then proceed to Auckland. (1108, 571, 1242, 592)
paper-flag-and: AND (348, 923, 363, 930)
loans-dateline: (Received February 3, 9 a.m.) LONDON, February 2. (716, 310, 827, 323)
column-7 (832, 46, 968, 1551)
london-paragraph: LONDON, February 1.—Consols 100½.—New Zealand securities—4 per cent. inscribed stock is unchanged; 4 per cent. 1879-1882 loan is quoted at 101½ ex div. Flour is firm. Wheat—The American market rate 42s.—Colonial tea-shortfall. Flour—Australian prices are quotations, but about shows a decline of 1s. Adelaide wheat, ex store, is 36s; New Zealand wheat, ex store, is 34s 6d; according to grade.—Tallow is steady at 24s.—Stock of tallow in London is 20,000 casks. (20, 158, 147, 231)
political-paragraph: The Daily News this morning announces the following as the personnel of the new Ministry:—Mr Gladstone, Premier and Chancellor of the Exchequer; Sir W. Vernon Harcourt, Home Secretary; Hon. Sir John Farrer Herschell, Lord High Chancellor; Viscount Hampden, Lord of the Privy Seal; Mr J. Chamberlain, First Lord of the Admiralty; Mr Mundella, President of the Board of Trade; and Mr John Morley, Chief Secretary for Ireland. It is added that is probable Earl Spencer will be appointed Viceroy of India, and Lord Kimberley will go to the Foreign Office. Lord Rosebery will take the Colonial Secretaryship, and Lord Granville will be made Lord President of the Council. (700, 159, 827, 265)
leader-date: THURSDAY, FEB. 4, 1886. (302, 983, 409, 992)
loan-paragraph: Mr Seddon proposed a vote of thanks to the chair, which was carried by acclamation, and the meeting terminated. (972, 435, 1099, 455)
advertisers-title: NOTICE TO ADVERTISERS. (319, 615, 392, 636)
news-item: Mr Westby, the inimitable banjo collector of Cambridge, fixes the 8th instant as the last day upon which he will receive tenders for registration; after that, he is to call collection notices. (428, 828, 555, 861)
news-item: The residents of the upper portion of Cambridge have frequently complained of the inconvenience of the present situation of the Post Office. In order to remedy this grievance they had on account of the distance and the loss of time in travelling to the office, we would strongly urge the erection of a letter-box at Mr Reid's store, which could be cleared twice a day by the letter carrier at convenient hours. (564, 442, 691, 509)
australian-subheading: [REUTER'S TELEGRAMS.] MELBOURNE, February 2. (1115, 198, 1235, 212)
loan-paragraph: Mr Seddon moved that the lands of the ratepayers in favour of the scheme. The amount proposed to be raised was £4000, and it was proposed to expend £2500 upon the public buildings, £600 for paying off the overdraft, and the remainder in improvements on the domain and other lands of the borough. (836, 204, 963, 257)
mail-signature: HERBERT LONG, Postmaster. (65, 488, 147, 495)
guinea-subheading: [BY TELEGRAPH.—COPYRIGHT.] [REUTER'S TELEGRAMS.] (716, 395, 811, 409)
column-4 (424, 46, 560, 1551)
notice-signature: GEO. EDGECUMBE, Manager. (335, 586, 419, 593)
mail-signature: W. H. S. NICHOLLS, Postmaster. (194, 95, 283, 102)
wellington-paragraph: DURING the recent Southern visit of the Minister of Justice, after some conversation with Inspector Hickson, he decided to place a portion of the native lands in the North Island under the operation of the Land Transfer Act. The resident magistrate at Te Kuiti will be appointed shortly. (700, 527, 827, 573)
aroha-date: February 3rd, 1886. (292, 526, 348, 533)
loan-subheading: Public Meeting of Burgesses. (853, 70, 946, 76)
news-item: Nominations of candidates to serve on the Borough of Hamilton Licensing Committee must be in by the 15th inst., and the election, if necessary, will be held on the 19th. Nominations for the Waikato Committee must be lodged with the returning officer, at Morrinsville, on the 19th. (428, 943, 555, 989)
political-dateline: LONDON, February 1. (765, 86, 827, 93)
mail-paragraph: MORRINSVILLE. Mails close for Hamilton, Cambridge, Te Awamutu, Kihikihi, Alexandra, Ngaruawahia, Auckland and intermediate offices, daily at 10 a.m. and 3 p.m. (20, 672, 147, 699)
news-item: The next meeting of the Piako County Council takes place on Thursday, the 11th inst. (428, 645, 555, 665)
mail-paragraph: HUNTLY. Mails close for South at 11.30 a.m. and 4.30 p.m., and for the North (Auckland, &c.) at the same hours. (20, 539, 147, 559)
codlin-paragraph: THERE is a conflict of opinion here as to whether the codlin moth exists in Canterbury or not, and the fruit-growers are going to have a meeting to-night to see if they can settle the question. (836, 515, 963, 549)
mail-signature: R. BOUND, Postmaster. (82, 595, 147, 602)
paper-motto: Equal and exact justice to all men, Of whatever state or persuasion, religious or political. Here shall the Press the People's right maintain, Unawed by influence and unbribed by gain. (297, 944, 414, 977)
mail-signature: J. W. SCHOFIELD, Postmaster. (200, 314, 283, 321)
church-heading: CHURCH SERVICES. (311, 693, 400, 703)
column-5 (560, 46, 696, 1551)
marine-dateline: PERTH, February 2. (1182, 122, 1242, 128)
